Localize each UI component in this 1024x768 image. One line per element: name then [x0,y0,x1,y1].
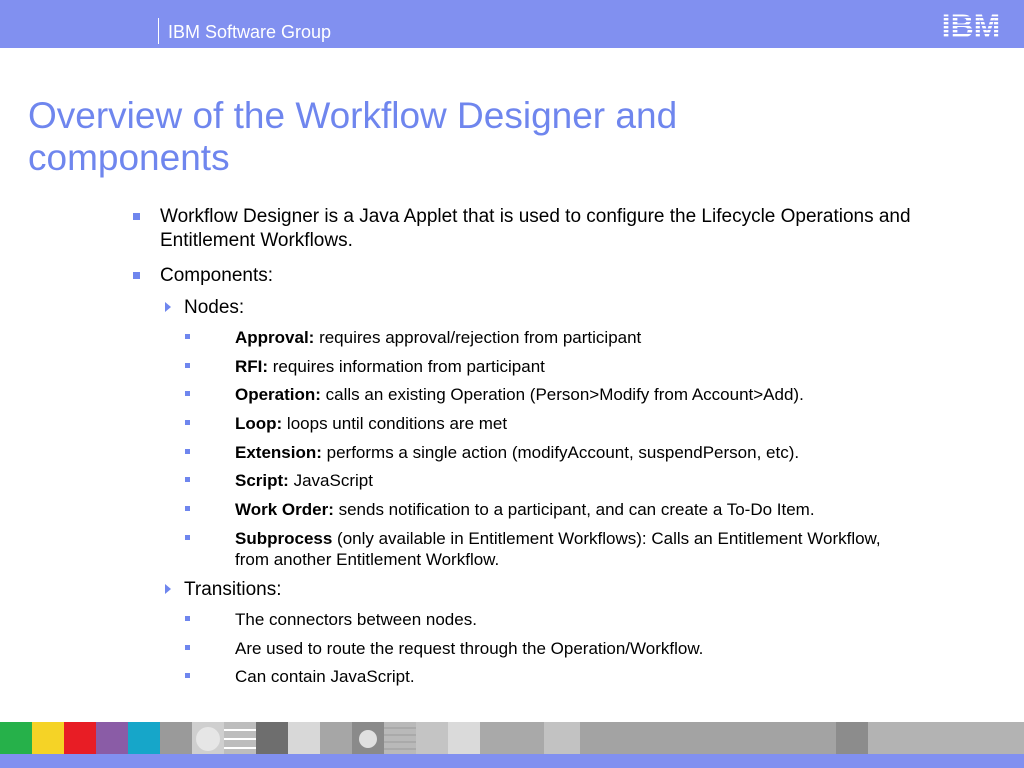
node-item [235,384,935,405]
square-bullet-icon [185,616,190,621]
node-desc: loops until conditions are met [282,414,508,433]
square-bullet-icon [185,334,190,339]
arrow-bullet-icon [165,584,171,594]
node-desc: (only available in Entitlement Workflows): Calls an Entitlement Workflow, from another Entitlement Workflow. [235,529,881,569]
square-bullet-icon [185,673,190,678]
node-name: Extension: [235,443,322,462]
footer-block-gray [836,722,868,756]
bullet-intro [160,205,920,253]
slide-title: Overview of the Workflow Designer and components [28,95,678,178]
node-item [235,413,935,434]
square-bullet-icon [185,363,190,368]
node-item [235,442,935,463]
footer-photo-collage [160,722,320,756]
node-item [235,528,915,570]
header-band [0,0,1024,48]
bullet-components [160,264,920,288]
node-name: Loop: [235,414,283,433]
node-desc: requires approval/rejection from participant [314,328,642,347]
transition-text: The connectors between nodes. [235,610,477,629]
footer-block-gray [480,722,544,756]
node-name: Approval: [235,328,315,347]
square-bullet-icon [185,391,190,396]
node-name: RFI: [235,357,269,376]
node-name: Work Order: [235,500,334,519]
node-name: Operation: [235,385,321,404]
components-label: Components: [160,265,274,286]
transition-item [235,666,935,687]
footer-block-gray [448,722,480,756]
arrow-bullet-icon [165,302,171,312]
node-item [235,470,935,491]
node-name: Subprocess [235,529,333,548]
square-bullet-icon [133,272,140,279]
node-item [235,327,935,348]
square-bullet-icon [185,535,190,540]
footer-photo-collage [352,722,416,756]
footer-block-gray [580,722,836,756]
transition-item [235,609,935,630]
node-desc: sends notification to a participant, and can create a To-Do Item. [333,500,815,519]
node-name: Script: [235,471,289,490]
footer-block-gray [416,722,448,756]
node-item [235,499,935,520]
group-name: IBM Software Group [168,22,332,42]
header-separator [158,18,159,44]
node-item [235,356,935,377]
footer-block-red [64,722,96,756]
footer-block-gray [544,722,580,756]
footer-band [0,754,1024,768]
square-bullet-icon [133,213,140,220]
transition-text: Can contain JavaScript. [235,667,415,686]
square-bullet-icon [185,506,190,511]
ibm-logo [934,10,1008,40]
transition-item [235,638,935,659]
transition-text: Are used to route the request through the Operation/Workflow. [235,639,704,658]
footer-block-gray [320,722,352,756]
intro-text: Workflow Designer is a Java Applet that is used to configure the Lifecycle Operations and Entitlement Workflows. [160,206,911,251]
footer-block-purple [96,722,128,756]
node-desc: calls an existing Operation (Person>Modify from Account>Add). [320,385,804,404]
footer-block-gray [868,722,1024,756]
footer-block-green [0,722,32,756]
transitions-label: Transitions: [184,579,282,600]
bullet-transitions [184,578,884,602]
square-bullet-icon [185,477,190,482]
bullet-nodes [184,296,884,320]
footer-block-cyan [128,722,160,756]
node-desc: requires information from participant [268,357,545,376]
footer-block-yellow [32,722,64,756]
square-bullet-icon [185,449,190,454]
square-bullet-icon [185,645,190,650]
nodes-label: Nodes: [184,297,245,318]
node-desc: performs a single action (modifyAccount, suspendPerson, etc). [321,443,800,462]
square-bullet-icon [185,420,190,425]
node-desc: JavaScript [288,471,373,490]
